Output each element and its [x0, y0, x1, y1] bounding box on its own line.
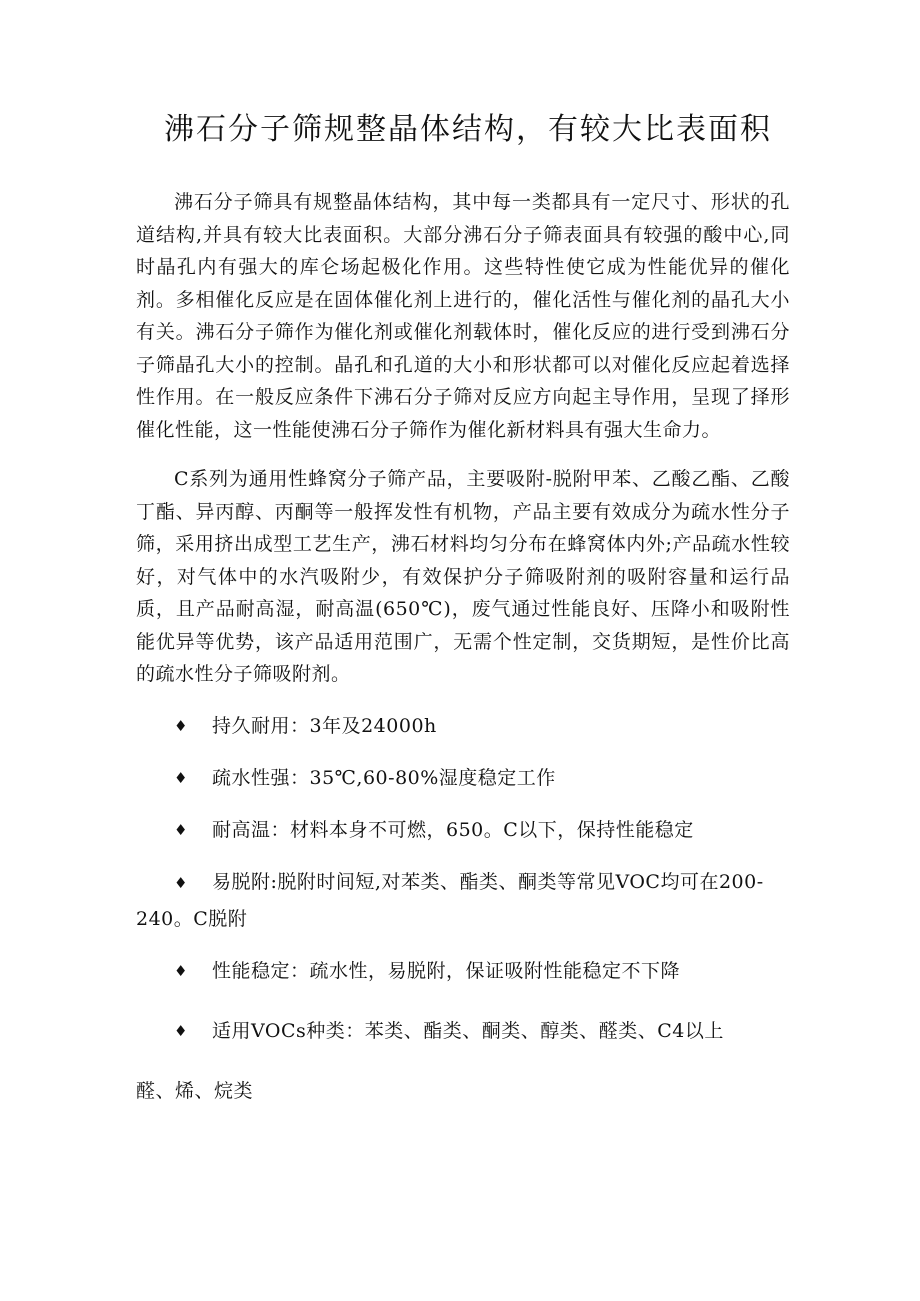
feature-hydrophobic	[136, 760, 790, 796]
feature-durability	[136, 708, 790, 744]
diamond-bullet-icon: ♦	[174, 961, 188, 980]
feature-text: 易脱附:脱附时间短,对苯类、酯类、酮类等常见VOC均可在200-240。C脱附	[136, 870, 764, 930]
feature-text: 适用VOCs种类：苯类、酯类、酮类、醇类、醛类、C4以上	[212, 1019, 724, 1042]
feature-list	[136, 708, 790, 1049]
feature-text: 疏水性强：35℃,60-80%湿度稳定工作	[212, 766, 556, 789]
diamond-bullet-icon: ♦	[174, 820, 188, 839]
feature-text: 持久耐用：3年及24000h	[212, 714, 437, 737]
voc-types-continuation: 醛、烯、烷类	[136, 1079, 254, 1102]
product-paragraph: C系列为通用性蜂窝分子筛产品，主要吸附-脱附甲苯、乙酸乙酯、乙酸丁酯、异丙醇、丙酮等一般挥发性有机物，产品主要有效成分为疏水性分子筛，采用挤出成型工艺生产，沸石材料均匀分布在蜂窝体内外;产品疏水性较好，对气体中的水汽吸附少，有效保护分子筛吸附剂的吸附容量和运行品质，且产品耐高湿，耐高温(650℃)，废气通过性能良好、压降小和吸附性能优异等优势，该产品适用范围广，无需个性定制，交货期短，是性价比高的疏水性分子筛吸附剂。	[136, 468, 790, 685]
feature-easy-desorption	[136, 864, 790, 937]
feature-text: 性能稳定：疏水性，易脱附，保证吸附性能稳定不下降	[212, 959, 681, 982]
feature-heat-resistance	[136, 812, 790, 848]
feature-stability	[136, 953, 790, 989]
diamond-bullet-icon: ♦	[174, 873, 188, 892]
intro-paragraph: 沸石分子筛具有规整晶体结构，其中每一类都具有一定尺寸、形状的孔道结构,并具有较大比表面积。大部分沸石分子筛表面具有较强的酸中心,同时晶孔内有强大的库仑场起极化作用。这些特性使它成为性能优异的催化剂。多相催化反应是在固体催化剂上进行的，催化活性与催化剂的晶孔大小有关。沸石分子筛作为催化剂或催化剂载体时，催化反应的进行受到沸石分子筛晶孔大小的控制。晶孔和孔道的大小和形状都可以对催化反应起着选择性作用。在一般反应条件下沸石分子筛对反应方向起主导作用，呈现了择形催化性能，这一性能使沸石分子筛作为催化新材料具有强大生命力。	[136, 191, 790, 441]
diamond-bullet-icon: ♦	[174, 716, 188, 735]
feature-voc-types	[136, 1013, 790, 1049]
diamond-bullet-icon: ♦	[174, 768, 188, 787]
feature-text: 耐高温：材料本身不可燃，650。C以下，保持性能稳定	[212, 818, 694, 841]
document-title: 沸石分子筛规整晶体结构，有较大比表面积	[164, 112, 772, 147]
diamond-bullet-icon: ♦	[174, 1021, 188, 1040]
